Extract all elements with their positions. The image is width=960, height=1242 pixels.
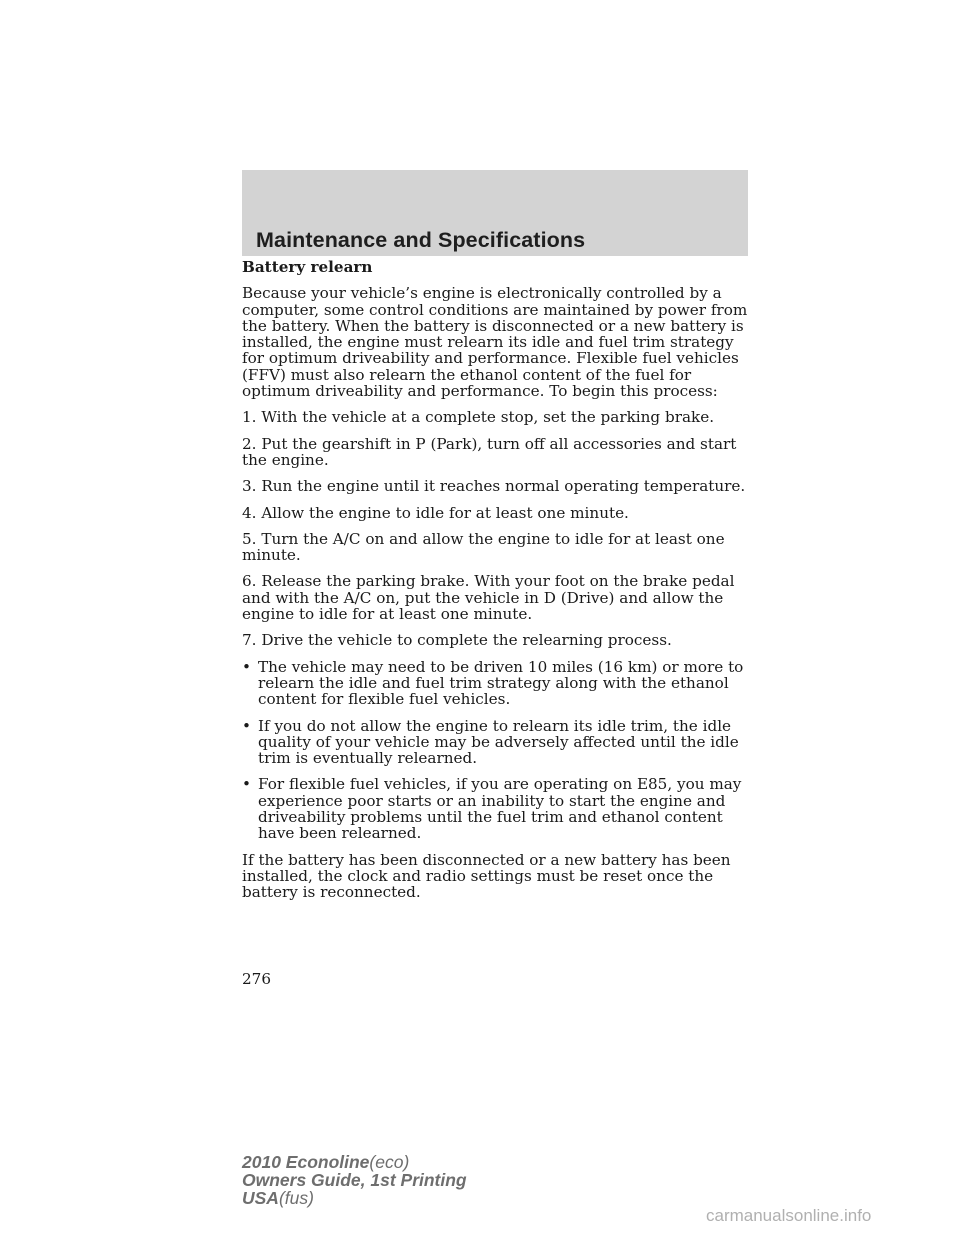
bullet-text: For flexible fuel vehicles, if you are operating on E85, you may experience poor starts or an inability to start the engine and driveability problems until the fuel trim and ethanol content have been relearned. (258, 775, 742, 843)
footer-market: USA (242, 1188, 279, 1208)
page-number: 276 (242, 970, 271, 988)
page-content (242, 259, 754, 911)
step-item: 5. Turn the A/C on and allow the engine to idle for at least one minute. (242, 529, 725, 565)
bullet-mark: • (242, 716, 251, 735)
bullet-mark: • (242, 775, 251, 794)
footer-line-model (242, 1153, 467, 1171)
step-item: 3. Run the engine until it reaches normal operating temperature. (242, 477, 746, 496)
footer-printing: Owners Guide, 1st Printing (242, 1170, 467, 1190)
list-item (242, 718, 754, 767)
closing-paragraph: If the battery has been disconnected or a new battery has been installed, the clock and radio settings must be reset once the battery is reconnected. (242, 850, 731, 902)
step-item: 6. Release the parking brake. With your foot on the brake pedal and with the A/C on, put the vehicle in D (Drive) and allow the engine to idle for at least one minute. (242, 572, 735, 624)
footer-line-market (242, 1189, 467, 1207)
list-item (242, 659, 754, 708)
footer-market-code: (fus) (278, 1188, 314, 1208)
bullet-text: If you do not allow the engine to relearn its idle trim, the idle quality of your vehicle may be adversely affected until the idle trim is eventually relearned. (258, 716, 739, 768)
bullet-text: The vehicle may need to be driven 10 miles (16 km) or more to relearn the idle and fuel trim strategy along with the ethanol content for flexible fuel vehicles. (258, 657, 744, 709)
list-item (242, 776, 754, 841)
footer-model: 2010 Econoline (242, 1152, 370, 1172)
watermark-link[interactable]: carmanualsonline.info (706, 1206, 872, 1225)
step-item: 1. With the vehicle at a complete stop, set the parking brake. (242, 408, 715, 427)
step-item: 4. Allow the engine to idle for at least one minute. (242, 503, 629, 522)
page-title: Maintenance and Specifications (256, 228, 586, 252)
footer-model-code: (eco) (369, 1152, 410, 1172)
bullet-list (242, 659, 754, 842)
section-heading: Battery relearn (242, 258, 373, 276)
step-item: 2. Put the gearshift in P (Park), turn off all accessories and start the engine. (242, 434, 737, 469)
step-item: 7. Drive the vehicle to complete the relearning process. (242, 631, 672, 650)
print-footer (242, 1153, 467, 1207)
bullet-mark: • (242, 657, 251, 676)
intro-paragraph: Because your vehicle’s engine is electronically controlled by a computer, some control conditions are maintained by power from the battery. When the battery is disconnected or a new battery is installed, the engine must relearn its idle and fuel trim strategy for optimum driveability and performance. Flexible fuel vehicles (FFV) must also relearn the ethanol content of the fuel for optimum driveability and performance. To begin this process: (242, 284, 748, 401)
